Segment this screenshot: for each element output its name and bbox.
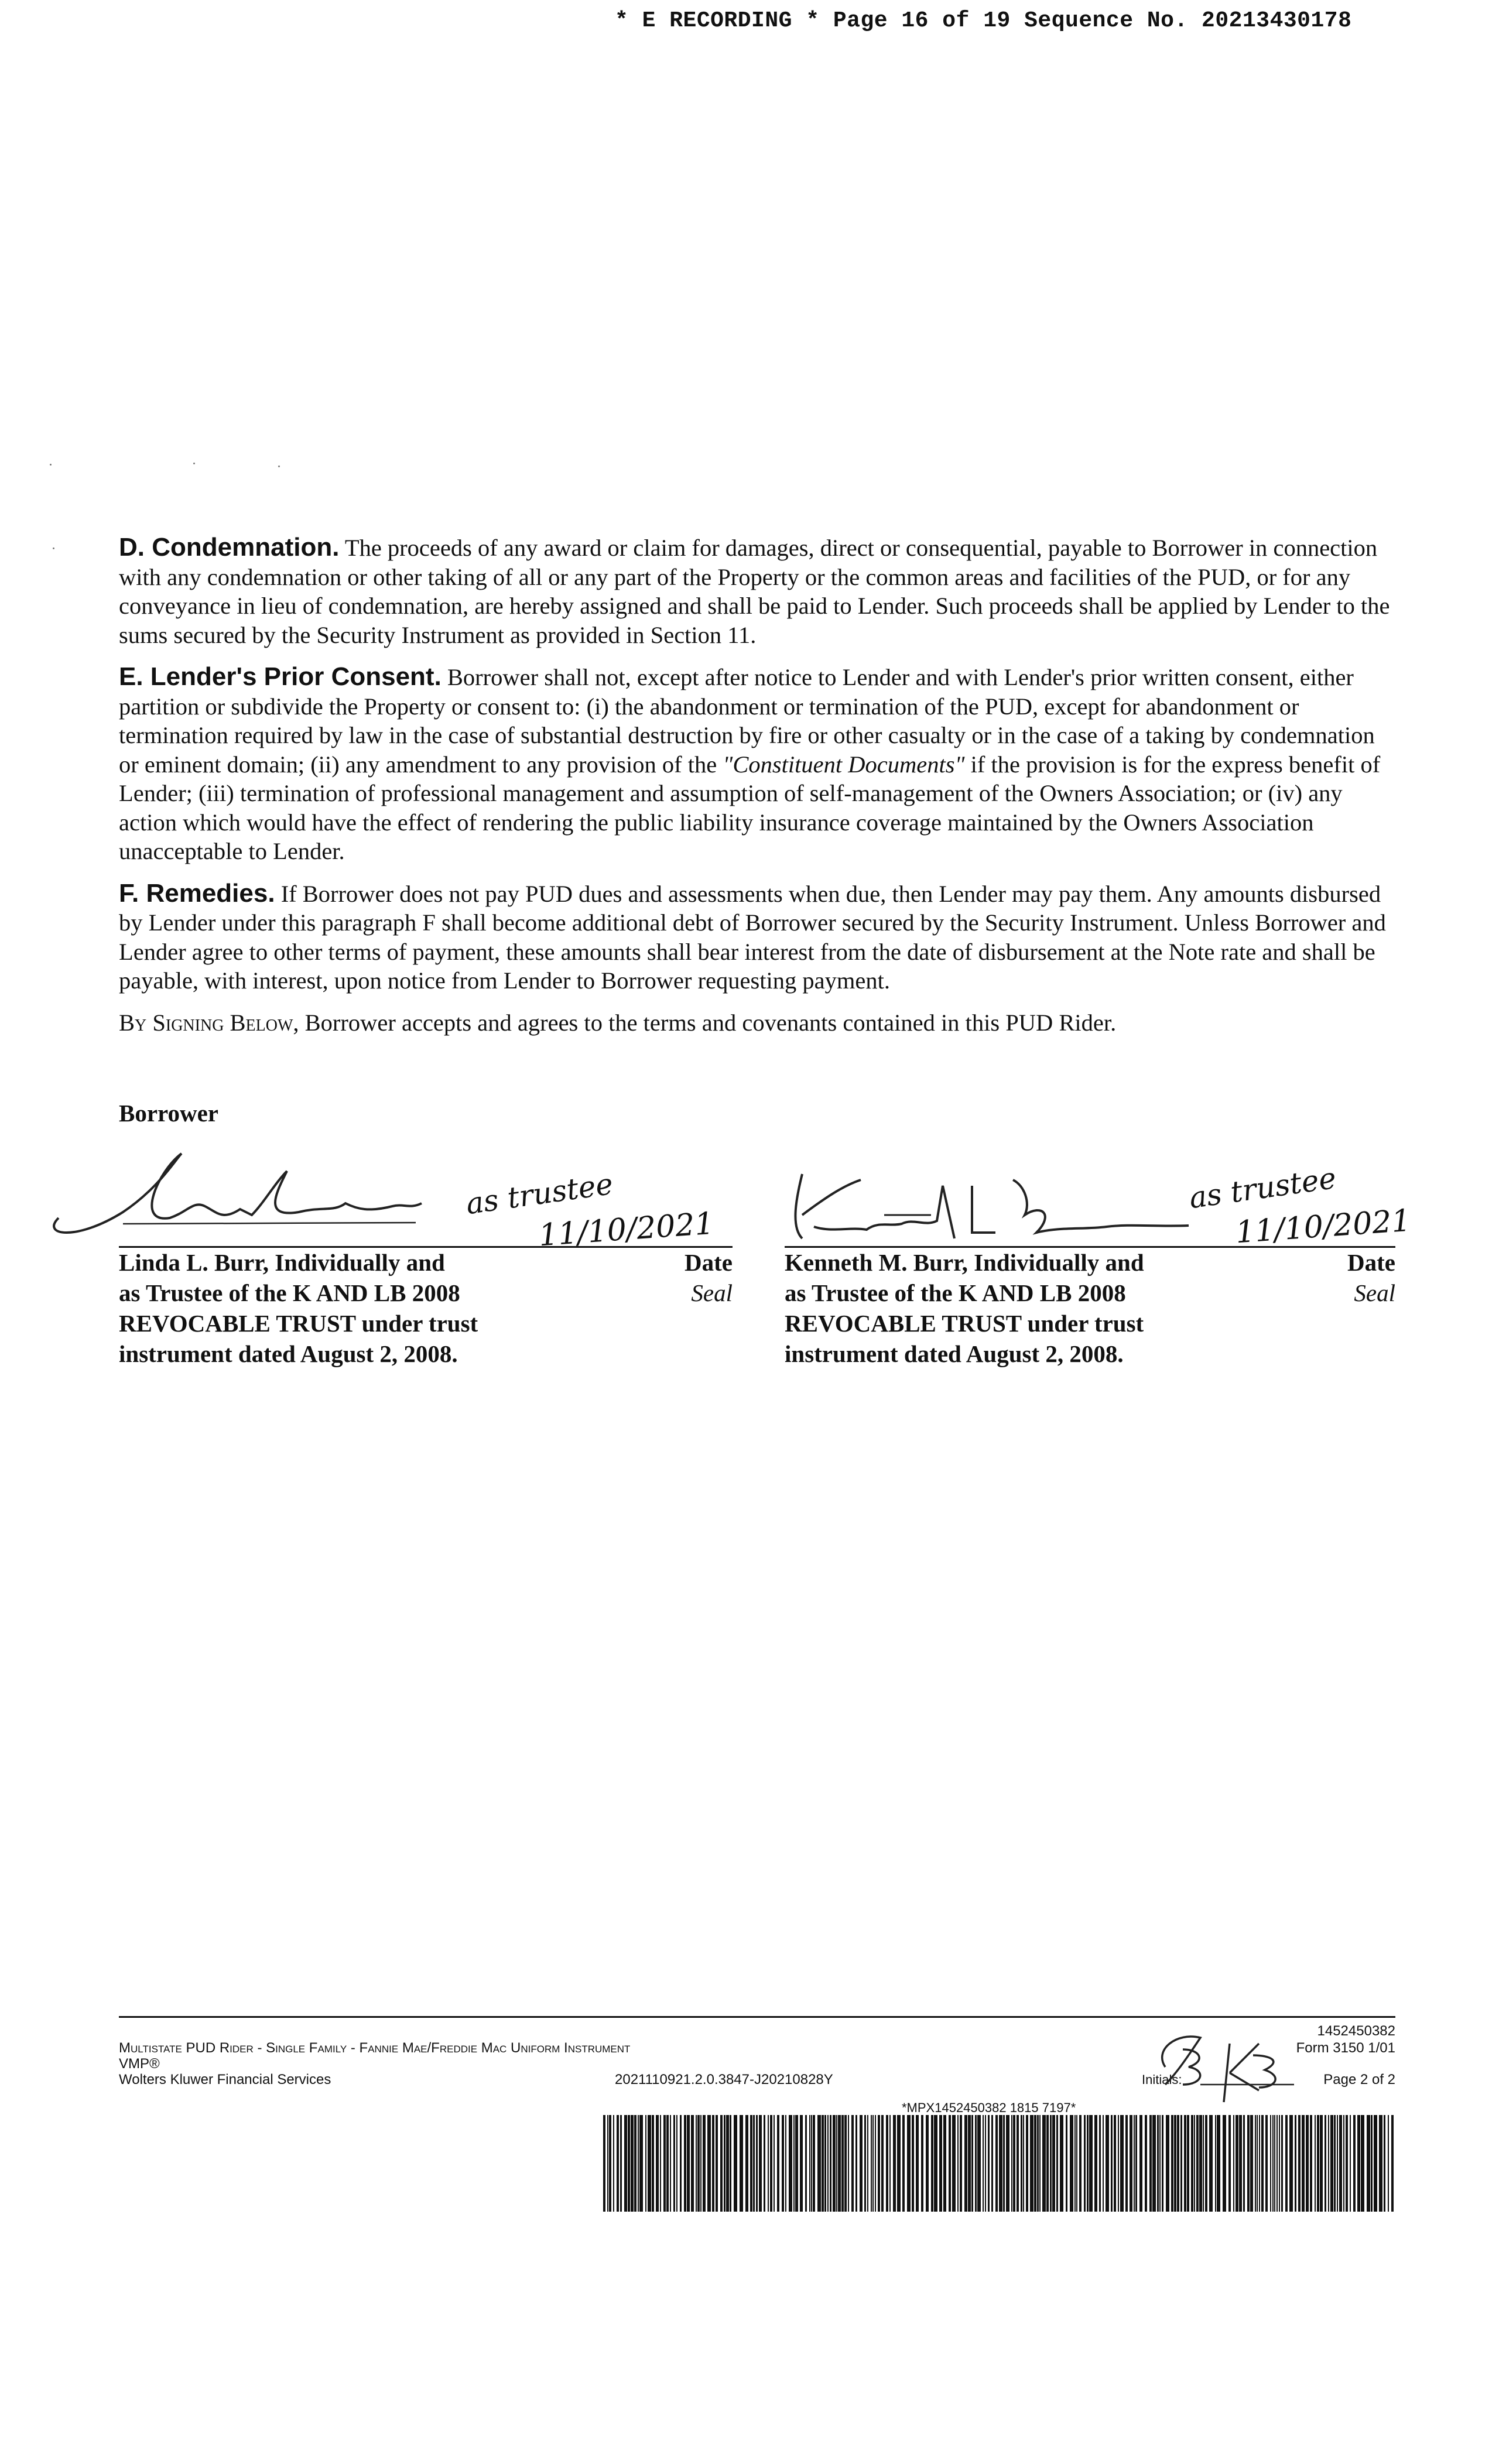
barcode-bar [848,2115,849,2212]
barcode-bar [1199,2115,1202,2212]
barcode-bar [889,2115,891,2212]
rider-body [119,533,1395,1050]
barcode-bar [934,2115,937,2212]
barcode-bar [1089,2115,1093,2212]
barcode-bar [957,2115,959,2212]
barcode-bar [1255,2115,1256,2212]
barcode-bar [707,2115,711,2212]
barcode-bar [656,2115,659,2212]
barcode-bar [964,2115,967,2212]
barcode-bar [1270,2115,1271,2212]
barcode-bar [1191,2115,1193,2212]
barcode-bar [764,2115,765,2212]
signer-2-date-label: Date [1347,1249,1395,1276]
barcode-bar [916,2115,919,2212]
barcode-bar [620,2115,622,2212]
barcode-bar [740,2115,743,2212]
signer-1-name: Linda L. Burr, Individually and [119,1249,445,1276]
barcode-bar [1279,2115,1280,2212]
signer-1-trustee: as Trustee of the K AND LB 2008 [119,1279,460,1306]
barcode-bar [991,2115,993,2212]
barcode-bar [1343,2115,1344,2212]
barcode-bar [817,2115,821,2212]
barcode-bar [977,2115,981,2212]
barcode-bar [827,2115,829,2212]
barcode-bar [628,2115,630,2212]
barcode-bar [759,2115,762,2212]
barcode-bar [1276,2115,1278,2212]
barcode-bar [1272,2115,1274,2212]
barcode-bar [1236,2115,1238,2212]
scan-speck [193,463,195,464]
barcode-bar [774,2115,775,2212]
barcode-bar [660,2115,661,2212]
barcode-bar [726,2115,729,2212]
barcode-bar [1367,2115,1370,2212]
section-e-italic-term: "Constituent Documents" [723,751,965,778]
barcode-bar [1106,2115,1109,2212]
barcode-bar [1334,2115,1336,2212]
barcode-bar [1103,2115,1104,2212]
barcode-bar [789,2115,792,2212]
barcode-bar [1384,2115,1385,2212]
barcode-bar [943,2115,946,2212]
signature-kenneth [779,1162,1200,1250]
handwritten-date-2: 11/10/2021 [1234,1203,1412,1251]
barcode-bar [881,2115,884,2212]
barcode-bar [1011,2115,1012,2212]
barcode-bar [750,2115,752,2212]
barcode-bar [795,2115,798,2212]
barcode-bar [855,2115,857,2212]
barcode-bar [1079,2115,1082,2212]
barcode-bar [684,2115,686,2212]
section-d-text: The proceeds of any award or claim for damages, direct or consequential, payable to Borrower in connection with any condemnation or other taking of all or any part of the Property or the common areas and facilities of the PUD, or for any conveyance in lieu of condemnation, are hereby assigned and shall be paid to Lender. Such proceeds shall be applied by Lender to the sums secured by the Security Instrument as provided in Section 11. [119,535,1390,648]
section-f [119,879,1395,995]
barcode-bar [838,2115,841,2212]
section-d-heading: D. Condemnation. [119,533,340,562]
barcode-bar [1328,2115,1329,2212]
barcode-bar [1306,2115,1309,2212]
barcode-bar [1046,2115,1049,2212]
barcode-bar [1350,2115,1351,2212]
section-e-heading: E. Lender's Prior Consent. [119,662,442,691]
barcode-bar [756,2115,758,2212]
barcode-bar [836,2115,837,2212]
signer-2-instrument: instrument dated August 2, 2008. [785,1340,1124,1367]
barcode-bar [1087,2115,1089,2212]
signer-2-trust: REVOCABLE TRUST under trust [785,1310,1144,1337]
footer-page-label: Page 2 of 2 [1323,2072,1395,2087]
barcode-bar [1187,2115,1189,2212]
barcode-bar [1171,2115,1173,2212]
barcode-bar [949,2115,951,2212]
signer-2-name: Kenneth M. Burr, Individually and [785,1249,1144,1276]
barcode-bar [745,2115,748,2212]
barcode-bar [652,2115,654,2212]
barcode-bar [1274,2115,1275,2212]
barcode-bar [1145,2115,1147,2212]
barcode-bar [1239,2115,1242,2212]
barcode-bar [1070,2115,1073,2212]
barcode-bar [1162,2115,1163,2212]
footer-rule [119,2016,1395,2018]
barcode-bar [1257,2115,1258,2212]
barcode-bar [811,2115,812,2212]
barcode-bar [1184,2115,1186,2212]
barcode-bar [1215,2115,1216,2212]
signing-statement [119,1008,1395,1038]
barcode-bar [1166,2115,1169,2212]
barcode-bar [1289,2115,1293,2212]
barcode-bar [1042,2115,1046,2212]
footer-loan-number: 1452450382 [1317,2023,1395,2039]
handwritten-role-2: as trustee [1187,1161,1339,1216]
barcode-bar [1285,2115,1288,2212]
barcode-bar [1130,2115,1132,2212]
barcode-bar [1243,2115,1245,2212]
barcode-bar [844,2115,847,2212]
signing-text: Borrower accepts and agrees to the terms and covenants contained in this PUD Rider. [304,1009,1117,1036]
barcode-bar [975,2115,977,2212]
barcode-bar [1034,2115,1036,2212]
barcode-bar [1149,2115,1152,2212]
section-f-heading: F. Remedies. [119,878,275,908]
barcode-bar [703,2115,706,2212]
barcode-bar [851,2115,854,2212]
barcode-bar [872,2115,874,2212]
barcode-bar [676,2115,677,2212]
barcode-bar [1074,2115,1076,2212]
barcode-bar [696,2115,697,2212]
barcode-bar [1099,2115,1101,2212]
barcode-bar [700,2115,701,2212]
barcode-bar [1357,2115,1360,2212]
barcode-bar [926,2115,929,2212]
signature-linda [41,1148,445,1247]
section-f-text: If Borrower does not pay PUD dues and assessments when due, then Lender may pay them. Any amounts disbursed by Lender under this paragraph F shall become additional debt of Borrower secured by the Security Instrument. Unless Borrower and Lender agree to other terms of payment, these amounts shall bear interest from the date of disbursement at the Note rate and shall be payable, with interest, upon notice from Lender to Borrower requesting payment. [119,880,1386,994]
barcode-bar [691,2115,694,2212]
barcode-text: *MPX1452450382 1815 7197* [902,2100,1076,2115]
barcode-bar [639,2115,643,2212]
barcode-bar [1050,2115,1052,2212]
barcode-bar [1315,2115,1316,2212]
barcode-bar [1361,2115,1364,2212]
barcode-bar [1317,2115,1319,2212]
recording-header: * E RECORDING * Page 16 of 19 Sequence No. 20213430178 [615,8,1352,33]
barcode-bar [1295,2115,1296,2212]
signer-1-date-label: Date [685,1249,733,1276]
barcode-bar [1194,2115,1195,2212]
barcode-bar [1371,2115,1373,2212]
barcode-bar [875,2115,876,2212]
signer-1-seal-label: Seal [691,1279,733,1306]
barcode-bar [893,2115,896,2212]
barcode-bar [813,2115,815,2212]
barcode-bar [860,2115,863,2212]
barcode-bar [1203,2115,1204,2212]
barcode-bar [697,2115,700,2212]
barcode-bar [822,2115,824,2212]
barcode-bar [1298,2115,1300,2212]
section-e [119,662,1395,866]
barcode-bar [1247,2115,1250,2212]
barcode-bar [1265,2115,1268,2212]
barcode-bar [666,2115,669,2212]
barcode-bar [864,2115,866,2212]
barcode-bar [841,2115,844,2212]
section-e-text-after: if the provision is for the express benefit of Lender; (iii) termination of professional management and assumption of self-management of the Owners Association; or (iv) any action which would have the effect of rendering the public liability insurance coverage maintained by the Owners Association unacceptable to Lender. [119,751,1381,864]
section-d [119,533,1395,649]
barcode-bar [878,2115,880,2212]
barcode-bar [777,2115,779,2212]
barcode-bar [1159,2115,1161,2212]
barcode-bar [603,2115,605,2212]
barcode-bar [1325,2115,1326,2212]
barcode-bar [800,2115,803,2212]
barcode-bar [687,2115,690,2212]
barcode-bar [805,2115,807,2212]
handwritten-date-1: 11/10/2021 [538,1206,716,1254]
barcode-bar [1233,2115,1234,2212]
barcode-bar [971,2115,973,2212]
barcode-bar [1337,2115,1338,2212]
scan-speck [278,466,280,467]
barcode-bar [1030,2115,1033,2212]
barcode-bar [782,2115,784,2212]
barcode-bar [921,2115,923,2212]
barcode-bar [1084,2115,1086,2212]
barcode-bar [988,2115,990,2212]
barcode-bar [897,2115,901,2212]
scan-speck [53,547,54,549]
barcode-bar [1320,2115,1323,2212]
barcode-bar [712,2115,714,2212]
barcode-bar [985,2115,986,2212]
barcode-bar [634,2115,636,2212]
barcode-bar [809,2115,810,2212]
barcode [603,2115,1395,2212]
barcode-bar [1060,2115,1063,2212]
barcode-bar [1114,2115,1116,2212]
barcode-bar [1023,2115,1024,2212]
barcode-bar [663,2115,666,2212]
barcode-bar [673,2115,675,2212]
signing-lead: By Signing Below, [119,1009,299,1036]
barcode-bar [912,2115,914,2212]
barcode-bar [716,2115,718,2212]
initials-mark [1142,2026,1306,2105]
barcode-bar [607,2115,608,2212]
barcode-bar [1021,2115,1022,2212]
barcode-bar [960,2115,962,2212]
footer-form-title: Multistate PUD Rider - Single Family - Fannie Mae/Freddie Mac Uniform Instrument [119,2040,631,2056]
barcode-bar [1177,2115,1179,2212]
barcode-bar [1259,2115,1260,2212]
barcode-bar [1003,2115,1005,2212]
barcode-bar [753,2115,755,2212]
barcode-bar [1339,2115,1342,2212]
barcode-bar [867,2115,868,2212]
barcode-bar [793,2115,795,2212]
barcode-bar [1006,2115,1009,2212]
barcode-bar [1196,2115,1199,2212]
barcode-bar [1026,2115,1028,2212]
barcode-bar [670,2115,671,2212]
barcode-bar [1205,2115,1207,2212]
barcode-bar [902,2115,905,2212]
handwritten-role-1: as trustee [464,1166,615,1221]
barcode-bar [730,2115,731,2212]
barcode-bar [1180,2115,1182,2212]
barcode-bar [1076,2115,1077,2212]
barcode-bar [1134,2115,1135,2212]
barcode-bar [631,2115,634,2212]
barcode-bar [983,2115,984,2212]
barcode-bar [1310,2115,1312,2212]
barcode-bar [1223,2115,1226,2212]
barcode-bar [1017,2115,1019,2212]
footer-publisher: Wolters Kluwer Financial Services [119,2072,331,2087]
barcode-bar [1066,2115,1067,2212]
barcode-bar [999,2115,1002,2212]
signer-1-instrument: instrument dated August 2, 2008. [119,1340,458,1367]
barcode-bar [931,2115,933,2212]
barcode-bar [886,2115,888,2212]
signer-2-trustee: as Trustee of the K AND LB 2008 [785,1279,1126,1306]
barcode-bar [638,2115,639,2212]
barcode-bar [680,2115,682,2212]
barcode-bar [952,2115,956,2212]
footer-doc-code: 2021110921.2.0.3847-J20210828Y [615,2072,833,2087]
barcode-bar [833,2115,836,2212]
barcode-bar [1120,2115,1124,2212]
footer-vmp: VMP® [119,2056,160,2072]
barcode-bar [1374,2115,1377,2212]
barcode-bar [648,2115,651,2212]
barcode-bar [1052,2115,1055,2212]
barcode-bar [1111,2115,1113,2212]
barcode-bar [1217,2115,1220,2212]
scan-speck [50,464,52,466]
barcode-bar [1157,2115,1159,2212]
barcode-bar [830,2115,831,2212]
barcode-bar [995,2115,998,2212]
barcode-bar [768,2115,769,2212]
barcode-bar [1039,2115,1041,2212]
barcode-bar [1139,2115,1142,2212]
barcode-bar [613,2115,614,2212]
barcode-bar [1135,2115,1137,2212]
barcode-bar [939,2115,942,2212]
barcode-bar [720,2115,723,2212]
barcode-bar [1379,2115,1382,2212]
barcode-bar [1388,2115,1389,2212]
barcode-bar [1261,2115,1264,2212]
barcode-bar [1250,2115,1253,2212]
barcode-bar [617,2115,619,2212]
barcode-bar [1125,2115,1128,2212]
barcode-bar [1037,2115,1039,2212]
footer-form-number: Form 3150 1/01 [1296,2040,1395,2056]
barcode-bar [907,2115,911,2212]
borrower-label: Borrower [119,1100,219,1127]
barcode-bar [871,2115,872,2212]
signer-1-trust: REVOCABLE TRUST under trust [119,1310,478,1337]
barcode-bar [1391,2115,1394,2212]
barcode-bar [1118,2115,1119,2212]
barcode-bar [734,2115,737,2212]
barcode-bar [1330,2115,1333,2212]
barcode-bar [1174,2115,1176,2212]
barcode-bar [1094,2115,1097,2212]
barcode-bar [785,2115,786,2212]
section-e-text-before: Borrower shall not, except after notice to Lender and with Lender's prior written consent, either partition or subdivide the Property or consent to: (i) the abandonment or termination of the PUD, except for abandonment or termination required by law in the case of substantial destruction by fire or other casualty or in the case of a taking by condemnation or eminent domain; (ii) any amendment to any provision of the [119,664,1375,778]
signer-2-seal-label: Seal [1354,1279,1395,1306]
barcode-bar [1302,2115,1305,2212]
initials-label: Initials: [1142,2072,1182,2087]
barcode-bar [645,2115,646,2212]
barcode-bar [1152,2115,1156,2212]
barcode-bar [1056,2115,1058,2212]
barcode-bar [1013,2115,1015,2212]
barcode-bar [1209,2115,1213,2212]
barcode-bar [1281,2115,1283,2212]
barcode-bar [1346,2115,1348,2212]
barcode-bar [968,2115,971,2212]
barcode-bar [724,2115,725,2212]
barcode-bar [1353,2115,1356,2212]
barcode-bar [824,2115,826,2212]
barcode-bar [609,2115,611,2212]
barcode-bar [770,2115,772,2212]
barcode-bar [1228,2115,1231,2212]
barcode-bar [624,2115,627,2212]
